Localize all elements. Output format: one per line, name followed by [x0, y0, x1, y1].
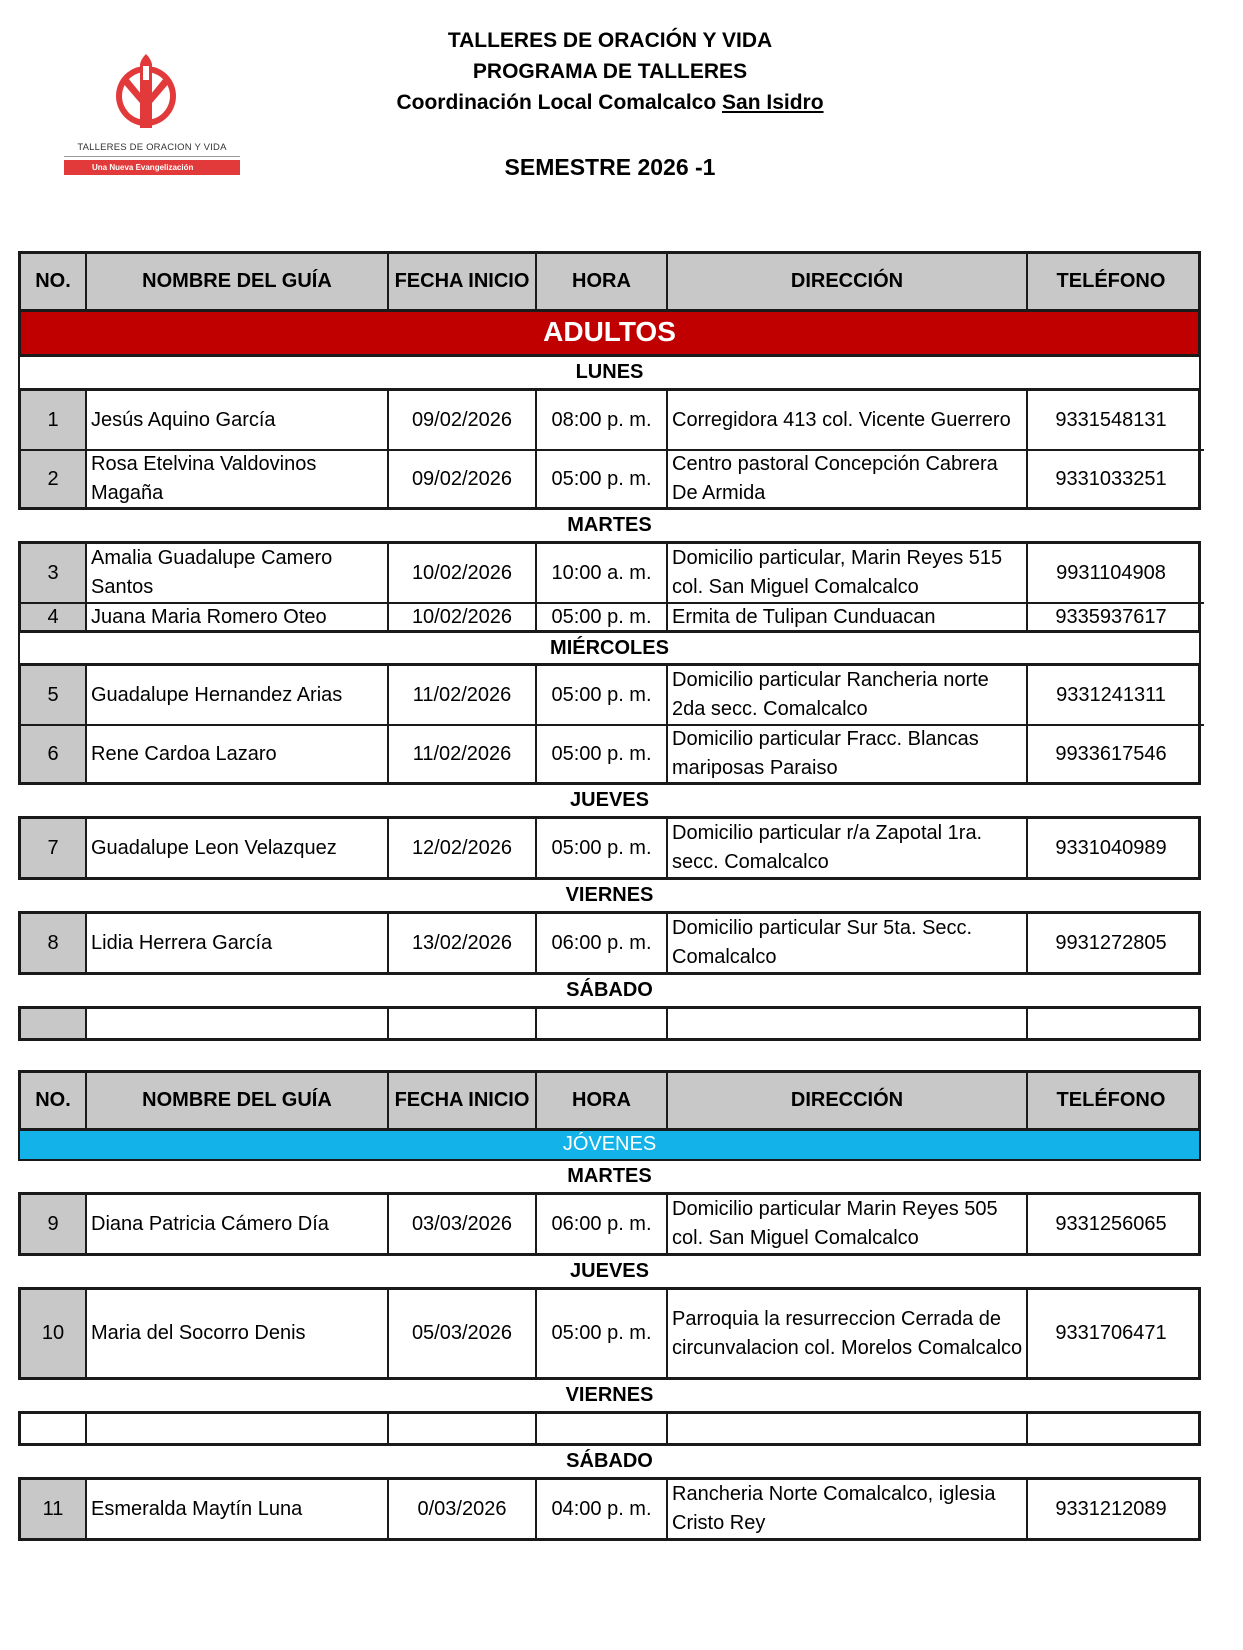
address: Domicilio particular r/a Zapotal 1ra. secc. Comalcalco: [668, 819, 1028, 877]
row-no: 7: [21, 819, 87, 877]
row-no: 3: [21, 544, 87, 602]
start-date: [389, 1009, 537, 1038]
table-row: [21, 914, 1204, 972]
start-date: 11/02/2026: [389, 666, 537, 724]
guide-name: Guadalupe Leon Velazquez: [87, 819, 389, 877]
start-date: 09/02/2026: [389, 391, 537, 449]
flame-cross-logo-icon: [64, 52, 240, 142]
column-header-phone: TELÉFONO: [1028, 1073, 1194, 1128]
phone: 9331212089: [1055, 1497, 1167, 1520]
guide-name: Guadalupe Hernandez Arias: [87, 666, 389, 724]
row-no: 9: [21, 1195, 87, 1253]
start-hour: 06:00 p. m.: [537, 914, 668, 972]
day-label-miercoles: MIÉRCOLES: [18, 633, 1201, 663]
day-label-martes: MARTES: [567, 1165, 652, 1187]
address: [668, 1009, 1028, 1038]
start-hour: 06:00 p. m.: [537, 1195, 668, 1253]
phone: 9331033251: [1055, 467, 1167, 490]
phone: 9331706471: [1055, 1322, 1167, 1344]
table-row: [21, 724, 1204, 782]
phone: 9931272805: [1055, 931, 1167, 954]
coordination-place: San Isidro: [722, 91, 824, 114]
phone: [1028, 1414, 1194, 1443]
start-date: 03/03/2026: [389, 1195, 537, 1253]
day-group-jueves: [18, 816, 1201, 880]
row-no: 2: [21, 451, 87, 507]
start-hour: [537, 1009, 668, 1038]
column-header-hour: HORA: [537, 1073, 668, 1128]
table-header-row: [18, 1070, 1201, 1131]
guide-name: Diana Patricia Cámero Día: [87, 1195, 389, 1253]
title-line-1: TALLERES DE ORACIÓN Y VIDA: [447, 29, 773, 52]
day-group-jueves: [18, 1287, 1201, 1380]
day-label-jueves: JUEVES: [570, 1260, 649, 1282]
table-row: [21, 819, 1204, 877]
column-header-no: NO.: [21, 1073, 87, 1128]
guide-name: [87, 1009, 389, 1038]
guide-name: Esmeralda Maytín Luna: [87, 1480, 389, 1538]
day-label-jueves: JUEVES: [570, 789, 649, 811]
guide-name: Juana Maria Romero Oteo: [87, 604, 389, 630]
adultos-table: [18, 251, 1201, 1041]
phone: 9331548131: [1055, 408, 1167, 431]
address: Corregidora 413 col. Vicente Guerrero: [668, 391, 1028, 449]
address: Rancheria Norte Comalcalco, iglesia Cristo Rey: [668, 1480, 1028, 1538]
address: Centro pastoral Concepción Cabrera De Armida: [668, 451, 1028, 507]
day-label-sabado: SÁBADO: [566, 1450, 653, 1472]
start-date: 11/02/2026: [389, 726, 537, 782]
day-label-lunes: LUNES: [18, 357, 1201, 388]
start-date: 10/02/2026: [389, 604, 537, 630]
address: Domicilio particular Sur 5ta. Secc. Comalcalco: [668, 914, 1028, 972]
start-hour: 05:00 p. m.: [537, 666, 668, 724]
column-header-no: NO.: [21, 254, 87, 309]
column-header-date: FECHA INICIO: [389, 1073, 537, 1128]
guide-name: Lidia Herrera García: [87, 914, 389, 972]
row-no: 8: [21, 914, 87, 972]
phone: 9331241311: [1056, 683, 1166, 706]
table-row: [21, 544, 1204, 602]
table-row: [21, 666, 1204, 724]
start-hour: [537, 1414, 668, 1443]
start-date: 10/02/2026: [389, 544, 537, 602]
row-no: 6: [21, 726, 87, 782]
start-date: 09/02/2026: [389, 451, 537, 507]
guide-name: [87, 1414, 389, 1443]
phone: 9335937617: [1055, 605, 1167, 628]
day-group-sabado: [18, 1006, 1201, 1041]
address: Domicilio particular Marin Reyes 505 col. San Miguel Comalcalco: [668, 1195, 1028, 1253]
day-group-viernes: [18, 1411, 1201, 1446]
start-hour: 05:00 p. m.: [537, 819, 668, 877]
table-row: [21, 449, 1204, 507]
category-jovenes: JÓVENES: [18, 1131, 1201, 1161]
guide-name: Amalia Guadalupe Camero Santos: [87, 544, 389, 602]
guide-name: Rene Cardoa Lazaro: [87, 726, 389, 782]
day-group-martes: [18, 541, 1201, 633]
day-label-viernes: VIERNES: [565, 1384, 654, 1406]
phone: 9331040989: [1055, 836, 1167, 859]
start-date: 0/03/2026: [389, 1480, 537, 1538]
guide-name: Rosa Etelvina Valdovinos Magaña: [87, 451, 389, 507]
address: Ermita de Tulipan Cunduacan: [668, 604, 1028, 630]
table-header-row: [18, 251, 1201, 312]
column-header-address: DIRECCIÓN: [668, 254, 1028, 309]
day-label-sabado: SÁBADO: [566, 979, 653, 1001]
phone: [1028, 1009, 1194, 1038]
logo-caption: TALLERES DE ORACION Y VIDA: [77, 142, 227, 153]
start-date: [389, 1414, 537, 1443]
start-hour: 05:00 p. m.: [537, 604, 668, 630]
table-row: [21, 1290, 1204, 1377]
empty-row: [21, 1414, 1204, 1443]
row-no: 10: [21, 1290, 87, 1377]
logo-divider: [64, 156, 240, 157]
day-label-viernes: VIERNES: [565, 884, 654, 906]
day-group-sabado: [18, 1477, 1201, 1541]
row-no: 4: [21, 604, 87, 630]
phone: 9931104908: [1056, 561, 1166, 584]
table-row: [21, 1195, 1204, 1253]
column-header-hour: HORA: [537, 254, 668, 309]
category-adultos: ADULTOS: [18, 312, 1201, 357]
start-hour: 10:00 a. m.: [537, 544, 668, 602]
start-date: 12/02/2026: [389, 819, 537, 877]
column-header-name: NOMBRE DEL GUÍA: [87, 1073, 389, 1128]
day-label-martes: MARTES: [567, 514, 652, 536]
row-no: 1: [21, 391, 87, 449]
guide-name: Jesús Aquino García: [87, 391, 389, 449]
logo-banner: Una Nueva Evangelización: [64, 160, 240, 175]
address: Parroquia la resurreccion Cerrada de circunvalacion col. Morelos Comalcalco: [668, 1290, 1028, 1377]
start-hour: 08:00 p. m.: [537, 391, 668, 449]
start-hour: 05:00 p. m.: [537, 726, 668, 782]
row-no: [21, 1414, 87, 1443]
address: Domicilio particular, Marin Reyes 515 col. San Miguel Comalcalco: [668, 544, 1028, 602]
column-header-address: DIRECCIÓN: [668, 1073, 1028, 1128]
table-row: [21, 602, 1204, 630]
day-group-viernes: [18, 911, 1201, 975]
table-row: [21, 391, 1204, 449]
day-group-lunes: [18, 388, 1201, 510]
row-no: [21, 1009, 87, 1038]
row-no: 11: [21, 1480, 87, 1538]
title-line-2: PROGRAMA DE TALLERES: [472, 60, 748, 83]
start-hour: 05:00 p. m.: [537, 451, 668, 507]
address: Domicilio particular Fracc. Blancas mariposas Paraiso: [668, 726, 1028, 782]
guide-name: Maria del Socorro Denis: [87, 1290, 389, 1377]
coordination-label: Coordinación Local Comalcalco: [396, 91, 723, 114]
organization-logo: [64, 52, 240, 180]
phone: 9933617546: [1055, 742, 1167, 765]
start-hour: 05:00 p. m.: [537, 1290, 668, 1377]
column-header-date: FECHA INICIO: [389, 254, 537, 309]
start-date: 13/02/2026: [389, 914, 537, 972]
empty-row: [21, 1009, 1204, 1038]
table-row: [21, 1480, 1204, 1538]
jovenes-table: [18, 1070, 1201, 1541]
semester-title: SEMESTRE 2026 -1: [504, 154, 716, 180]
column-header-name: NOMBRE DEL GUÍA: [87, 254, 389, 309]
day-group-martes: [18, 1192, 1201, 1256]
address: Domicilio particular Rancheria norte 2da secc. Comalcalco: [668, 666, 1028, 724]
column-header-phone: TELÉFONO: [1028, 254, 1194, 309]
title-line-3: [300, 90, 920, 116]
start-hour: 04:00 p. m.: [537, 1480, 668, 1538]
phone: 9331256065: [1055, 1212, 1167, 1235]
start-date: 05/03/2026: [389, 1290, 537, 1377]
day-group-miercoles: [18, 663, 1201, 785]
row-no: 5: [21, 666, 87, 724]
address: [668, 1414, 1028, 1443]
